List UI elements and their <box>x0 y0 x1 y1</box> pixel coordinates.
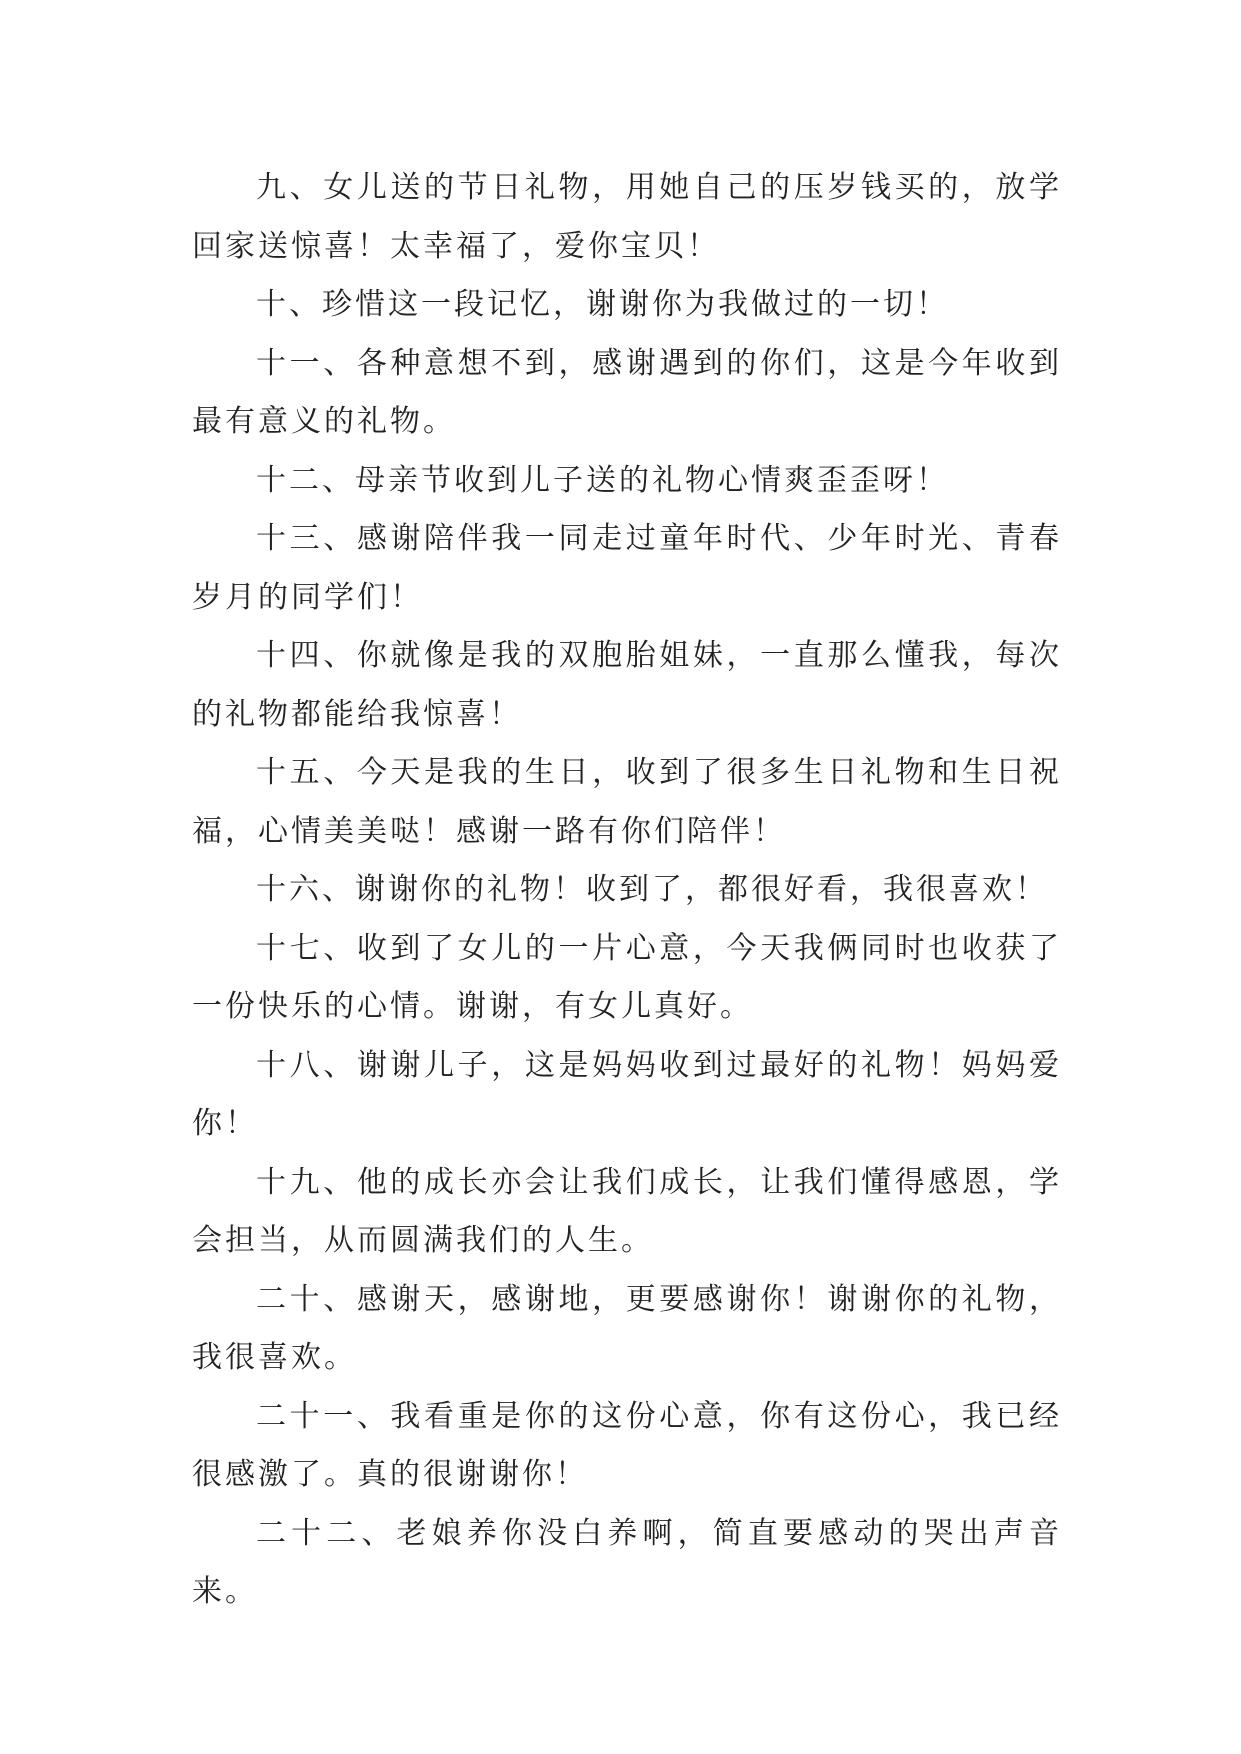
document-body <box>192 159 1062 1622</box>
paragraph-15: 十五、今天是我的生日，收到了很多生日礼物和生日祝福，心情美美哒！感谢一路有你们陪伴！ <box>192 755 1062 849</box>
paragraph-17: 十七、收到了女儿的一片心意，今天我俩同时也收获了一份快乐的心情。谢谢，有女儿真好。 <box>192 930 1062 1024</box>
paragraph-19: 十九、他的成长亦会让我们成长，让我们懂得感恩，学会担当，从而圆满我们的人生。 <box>192 1164 1062 1258</box>
paragraph-10: 十、珍惜这一段记忆，谢谢你为我做过的一切！ <box>256 287 949 322</box>
paragraph-16: 十六、谢谢你的礼物！收到了，都很好看，我很喜欢！ <box>256 872 1048 907</box>
paragraph-9: 九、女儿送的节日礼物，用她自己的压岁钱买的，放学回家送惊喜！太幸福了，爱你宝贝！ <box>192 170 1062 264</box>
paragraph-22: 二十二、老娘养你没白养啊，简直要感动的哭出声音来。 <box>192 1515 1062 1609</box>
paragraph-20: 二十、感谢天，感谢地，更要感谢你！谢谢你的礼物，我很喜欢。 <box>192 1281 1062 1375</box>
paragraph-13: 十三、感谢陪伴我一同走过童年时代、少年时光、青春岁月的同学们！ <box>192 521 1062 615</box>
paragraph-21: 二十一、我看重是你的这份心意，你有这份心，我已经很感激了。真的很谢谢你！ <box>192 1398 1062 1492</box>
paragraph-18: 十八、谢谢儿子，这是妈妈收到过最好的礼物！妈妈爱你！ <box>192 1047 1062 1141</box>
paragraph-11: 十一、各种意想不到，感谢遇到的你们，这是今年收到最有意义的礼物。 <box>192 345 1062 439</box>
paragraph-14: 十四、你就像是我的双胞胎姐妹，一直那么懂我，每次的礼物都能给我惊喜！ <box>192 638 1062 732</box>
paragraph-12: 十二、母亲节收到儿子送的礼物心情爽歪歪呀！ <box>256 462 949 498</box>
